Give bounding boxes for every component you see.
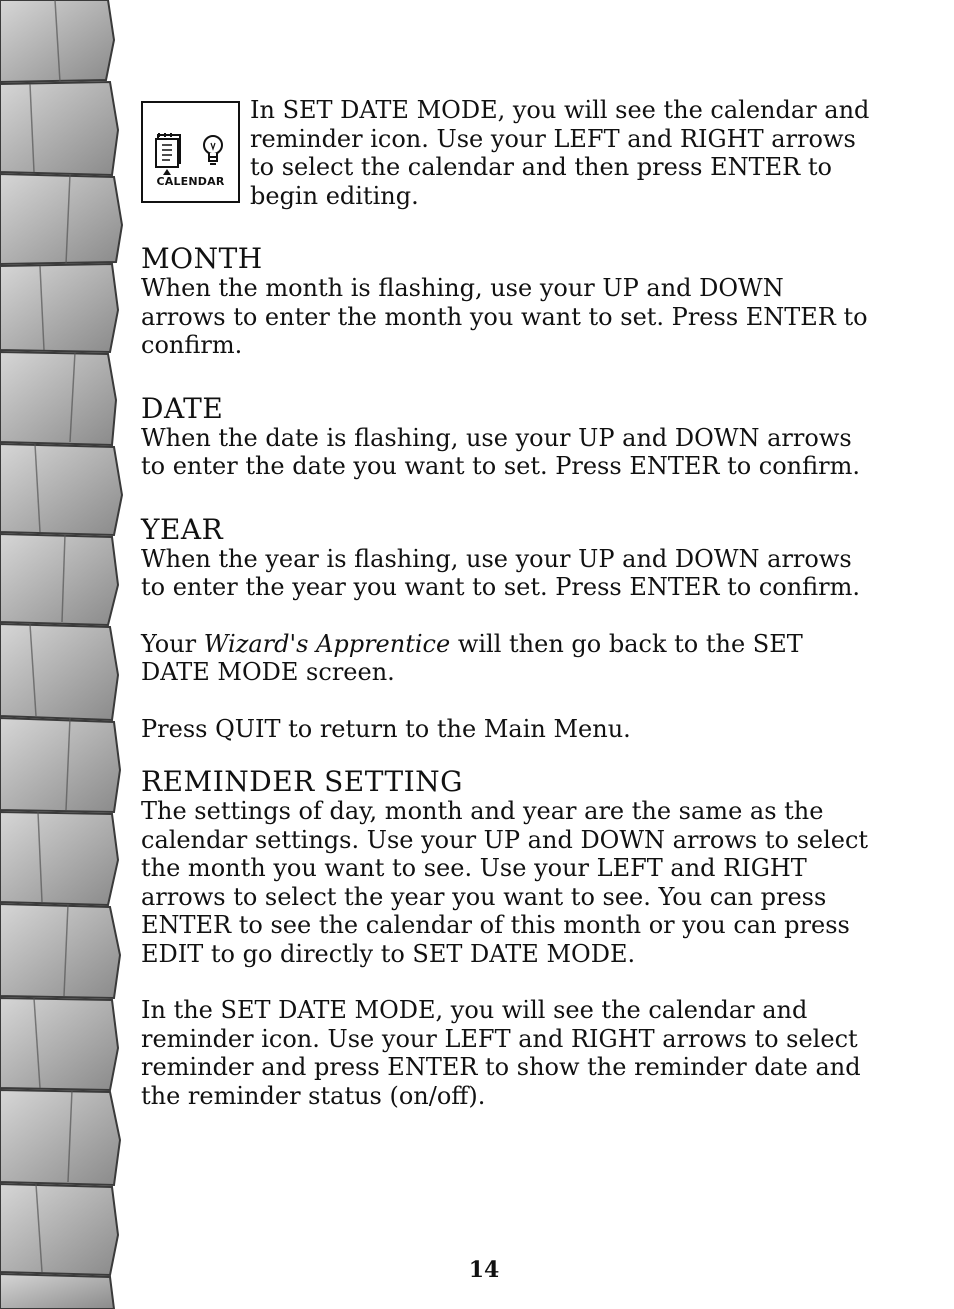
month-text: When the month is flashing, use your UP and DOWN arrows to enter the month you want to set. Press ENTER to confirm.: [141, 274, 868, 359]
month-heading: MONTH: [141, 242, 263, 275]
wizard-note-after: will then go back to the SET DATE MODE screen.: [141, 629, 803, 686]
year-section: [141, 512, 871, 602]
calendar-icon-caption: CALENDAR: [156, 174, 225, 188]
date-text: When the date is flashing, use your UP and DOWN arrows to enter the date you want to set. Press ENTER to confirm.: [141, 423, 861, 480]
quit-note: Press QUIT to return to the Main Menu.: [141, 714, 631, 743]
year-text: When the year is flashing, use your UP and DOWN arrows to enter the year you want to set. Press ENTER to confirm.: [141, 544, 861, 601]
year-heading: YEAR: [141, 512, 224, 546]
date-heading: DATE: [141, 391, 224, 425]
calendar-icon-box: [141, 101, 240, 203]
page-content: [141, 96, 871, 1110]
date-section: [141, 391, 871, 481]
stone-wall-border: [0, 0, 130, 1309]
intro-text: In SET DATE MODE, you will see the calendar and reminder icon. Use your LEFT and RIGHT arrows to select the calendar and then press ENTER to begin editing.: [250, 96, 870, 210]
month-section: [141, 244, 871, 360]
wizard-note-before: Your: [141, 629, 204, 658]
wizard-note: [141, 630, 871, 687]
reminder-section: [141, 767, 871, 1110]
reminder-heading: REMINDER SETTING: [141, 765, 464, 798]
intro-block: [141, 96, 871, 210]
product-title: Wizard's Apprentice: [203, 629, 451, 658]
reminder-text-1: The settings of day, month and year are the same as the calendar settings. Use your UP and DOWN arrows to select the month you want to see. Use your LEFT and RIGHT arrows to select the year you want to see. You can press ENTER to see the calendar of this month or you can press EDIT to go directly to SET DATE MODE.: [141, 797, 869, 968]
page-number: 14: [468, 1257, 500, 1283]
reminder-text-2: In the SET DATE MODE, you will see the calendar and reminder icon. Use your LEFT and RIGHT arrows to select reminder and press ENTER to show the reminder date and the reminder status (on/off).: [141, 996, 861, 1110]
